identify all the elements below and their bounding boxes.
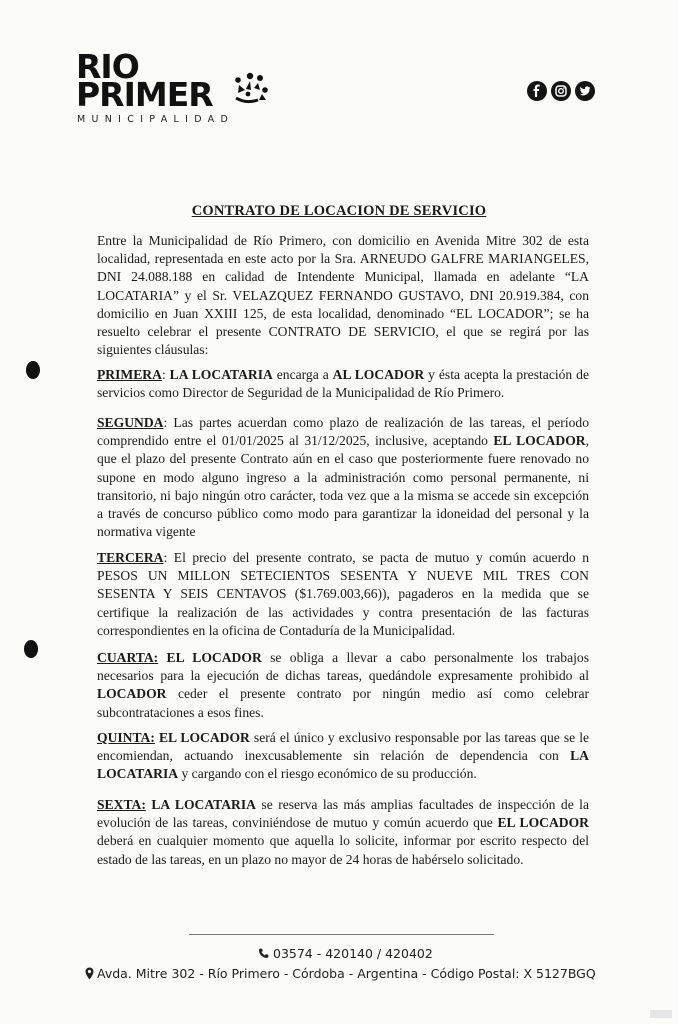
address-text: Avda. Mitre 302 - Río Primero - Córdoba - Argentina - Código Postal: X 5127BGQ — [97, 966, 596, 981]
clause-text: se reserva las más amplias facultades de inspección de la evolución de las tareas, conviniéndose de mutuo y común acuerdo que — [97, 797, 589, 831]
party-name: EL LOCADOR — [493, 433, 586, 449]
logo-figures-icon — [230, 70, 274, 114]
party-name: EL LOCADOR — [166, 650, 262, 665]
clause-text: encarga a — [272, 367, 333, 382]
twitter-icon[interactable] — [575, 81, 595, 101]
clause-primera: PRIMERA: LA LOCATARIA encarga a AL LOCADOR y ésta acepta la prestación de servicios como Director de Seguridad de la Municipalidad de Río Primero. — [97, 367, 589, 401]
clause-text: se obliga a llevar a cabo personalmente los trabajos necesarios para la ejecución de dichas tareas, quedándole expresamente prohibido al — [97, 650, 589, 684]
clause-text: será el único y exclusivo responsable por las tareas que se le encomiendan, actuando inexcusablemente sin relación de dependencia con — [97, 730, 590, 764]
logo-line-2: PRIMER — [76, 75, 213, 114]
clause-cuarta — [97, 649, 589, 722]
party-name: LA LOCATARIA — [169, 367, 273, 382]
phone-icon — [257, 947, 270, 960]
instagram-icon[interactable] — [551, 81, 571, 101]
party-name: EL LOCADOR — [158, 730, 250, 745]
clause-text: ceder el presente contrato por ningún medio así como celebrar subcontrataciones a esos fines. — [97, 686, 589, 720]
intro-paragraph: Entre la Municipalidad de Río Primero, con domicilio en Avenida Mitre 302 de esta localidad, representada en este acto por la Sra. ARNEUDO GALFRE MARIANGELES, DNI 24.088.188 en calidad de Intendente Municipal, llamada en adelante “LA LOCATARIA” y el Sr. VELAZQUEZ FERNANDO GUSTAVO, DNI 20.919.384, con domicilio en Juan XXIII 125, de esta localidad, denominado “EL LOCADOR”; se ha resuelto celebrar el presente CONTRATO DE SERVICIO, el que se regirá por las siguientes cláusulas: — [97, 233, 589, 358]
clause-heading: PRIMERA — [97, 367, 162, 382]
scanner-watermark — [650, 1010, 672, 1018]
clause-text: deberá en cualquier momento que aquella lo solicite, informar por escrito respecto del estado de las tareas, en un plazo no mayor de 24 horas de habérselo solicitado. — [97, 833, 589, 867]
clause-sexta — [97, 796, 589, 869]
party-name: LOCADOR — [97, 686, 167, 702]
location-pin-icon — [84, 967, 95, 980]
clause-heading: TERCERA — [97, 550, 164, 565]
facebook-icon[interactable] — [527, 81, 547, 101]
clause-text: : Las partes acuerdan como plazo de realización de las tareas, el período comprendido entre el 01/01/2025 al 31/12/2025, inclusive, aceptando — [97, 415, 589, 449]
footer-phone — [257, 946, 433, 961]
punch-hole — [24, 640, 38, 658]
party-name: LA LOCATARIA — [151, 797, 256, 812]
phone-number: 03574 - 420140 / 420402 — [273, 946, 433, 961]
page-title: CONTRATO DE LOCACION DE SERVICIO — [191, 203, 487, 219]
clause-heading: QUINTA: — [97, 730, 155, 745]
punch-hole — [26, 361, 40, 379]
logo-line-1: RIO — [76, 47, 139, 86]
party-name: LA LOCATARIA — [97, 748, 589, 782]
clause-heading: SEXTA: — [97, 797, 146, 812]
clause-text: , que el plazo del presente Contrato aún en el caso que posteriormente fuere renovado no supone en modo alguno ingreso a la administración como personal permanente, ni transitorio, ni bajo ningún otro carácter, toda vez que a la misma se accede sin excepción a través de concurso público como modo para garantizar la idoneidad del personal y la normativa vigente — [97, 433, 589, 540]
clause-heading: CUARTA: — [97, 650, 159, 665]
clause-heading: SEGUNDA — [97, 415, 164, 430]
clause-text: : El precio del presente contrato, se pacta de mutuo y común acuerdo n PESOS UN MILLON SETECIENTOS SESENTA Y NUEVE MIL TRES CON SESENTA Y SEIS CENTAVOS ($1.769.003,66)), pagaderos en la medida que se certifique la realización de las actividades y contra presentación de las facturas correspondientes en la oficina de Contaduría de la Municipalidad. — [97, 550, 589, 638]
social-icons — [527, 81, 595, 101]
party-name: AL LOCADOR — [332, 367, 425, 382]
clause-text: y ésta acepta la prestación de servicios como Director de Seguridad de la Municipalidad de Río Primero. — [97, 367, 589, 401]
clause-segunda — [97, 414, 589, 541]
clause-text: y cargando con el riesgo económico de su producción. — [178, 766, 477, 782]
party-name: EL LOCADOR — [497, 815, 589, 831]
clause-quinta — [97, 729, 589, 784]
logo-line-3: MUNICIPALIDAD — [77, 114, 235, 125]
footer-address — [84, 966, 604, 981]
footer-divider — [189, 934, 494, 935]
clause-tercera — [97, 549, 589, 640]
municipality-logo — [72, 47, 292, 130]
